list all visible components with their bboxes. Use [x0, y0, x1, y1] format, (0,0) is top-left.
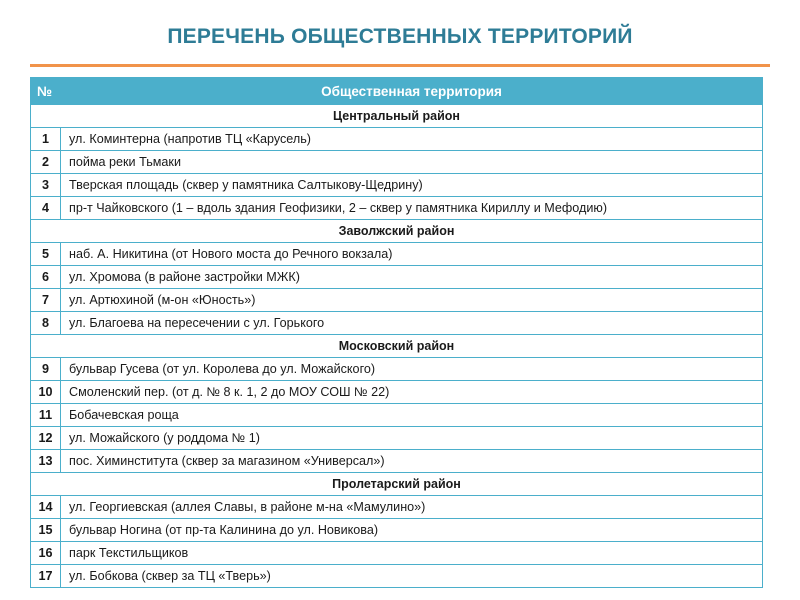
territories-table	[30, 77, 763, 588]
table-row[interactable]	[31, 519, 763, 542]
row-number: 1	[31, 128, 61, 151]
row-number: 5	[31, 243, 61, 266]
table-row[interactable]	[31, 450, 763, 473]
page-title: ПЕРЕЧЕНЬ ОБЩЕСТВЕННЫХ ТЕРРИТОРИЙ	[167, 25, 633, 48]
territory-name: бульвар Ногина (от пр-та Калинина до ул. Новикова)	[61, 519, 763, 542]
row-number: 2	[31, 151, 61, 174]
district-header-row	[31, 335, 763, 358]
territory-name: ул. Благоева на пересечении с ул. Горького	[61, 312, 763, 335]
territory-name: ул. Можайского (у роддома № 1)	[61, 427, 763, 450]
territory-name: парк Текстильщиков	[61, 542, 763, 565]
territory-name: Бобачевская роща	[61, 404, 763, 427]
district-label: Московский район	[31, 335, 763, 358]
row-number: 17	[31, 565, 61, 588]
district-header-row	[31, 220, 763, 243]
table-row[interactable]	[31, 381, 763, 404]
row-number: 7	[31, 289, 61, 312]
district-header-row	[31, 105, 763, 128]
territory-name: ул. Коминтерна (напротив ТЦ «Карусель)	[61, 128, 763, 151]
title-block	[0, 25, 800, 49]
territory-name: пос. Химинститута (сквер за магазином «Универсал»)	[61, 450, 763, 473]
table-row[interactable]	[31, 496, 763, 519]
territory-name: пойма реки Тьмаки	[61, 151, 763, 174]
table-row[interactable]	[31, 542, 763, 565]
territory-name: Тверская площадь (сквер у памятника Салтыкову-Щедрину)	[61, 174, 763, 197]
district-label: Заволжский район	[31, 220, 763, 243]
row-number: 4	[31, 197, 61, 220]
title-divider-rule	[30, 64, 770, 67]
row-number: 11	[31, 404, 61, 427]
row-number: 10	[31, 381, 61, 404]
table-row[interactable]	[31, 197, 763, 220]
territory-name: пр-т Чайковского (1 – вдоль здания Геофизики, 2 – сквер у памятника Кириллу и Мефодию)	[61, 197, 763, 220]
table-row[interactable]	[31, 243, 763, 266]
district-label: Пролетарский район	[31, 473, 763, 496]
table-body	[31, 105, 763, 588]
table-row[interactable]	[31, 358, 763, 381]
row-number: 13	[31, 450, 61, 473]
table-header-row	[31, 78, 763, 105]
territory-name: ул. Хромова (в районе застройки МЖК)	[61, 266, 763, 289]
table-row[interactable]	[31, 427, 763, 450]
table-row[interactable]	[31, 128, 763, 151]
column-header-territory: Общественная территория	[61, 78, 763, 105]
row-number: 15	[31, 519, 61, 542]
row-number: 16	[31, 542, 61, 565]
district-label: Центральный район	[31, 105, 763, 128]
territory-name: ул. Бобкова (сквер за ТЦ «Тверь»)	[61, 565, 763, 588]
table-row[interactable]	[31, 565, 763, 588]
table-row[interactable]	[31, 289, 763, 312]
territories-table-wrapper	[30, 77, 762, 588]
row-number: 8	[31, 312, 61, 335]
territory-name: ул. Артюхиной (м-он «Юность»)	[61, 289, 763, 312]
table-row[interactable]	[31, 312, 763, 335]
column-header-number: №	[31, 78, 61, 105]
row-number: 14	[31, 496, 61, 519]
row-number: 12	[31, 427, 61, 450]
territory-name: Смоленский пер. (от д. № 8 к. 1, 2 до МОУ СОШ № 22)	[61, 381, 763, 404]
territory-name: наб. А. Никитина (от Нового моста до Речного вокзала)	[61, 243, 763, 266]
row-number: 9	[31, 358, 61, 381]
row-number: 3	[31, 174, 61, 197]
district-header-row	[31, 473, 763, 496]
row-number: 6	[31, 266, 61, 289]
table-header	[31, 78, 763, 105]
territory-name: бульвар Гусева (от ул. Королева до ул. Можайского)	[61, 358, 763, 381]
table-row[interactable]	[31, 151, 763, 174]
territory-name: ул. Георгиевская (аллея Славы, в районе м-на «Мамулино»)	[61, 496, 763, 519]
table-row[interactable]	[31, 266, 763, 289]
table-row[interactable]	[31, 174, 763, 197]
table-row[interactable]	[31, 404, 763, 427]
